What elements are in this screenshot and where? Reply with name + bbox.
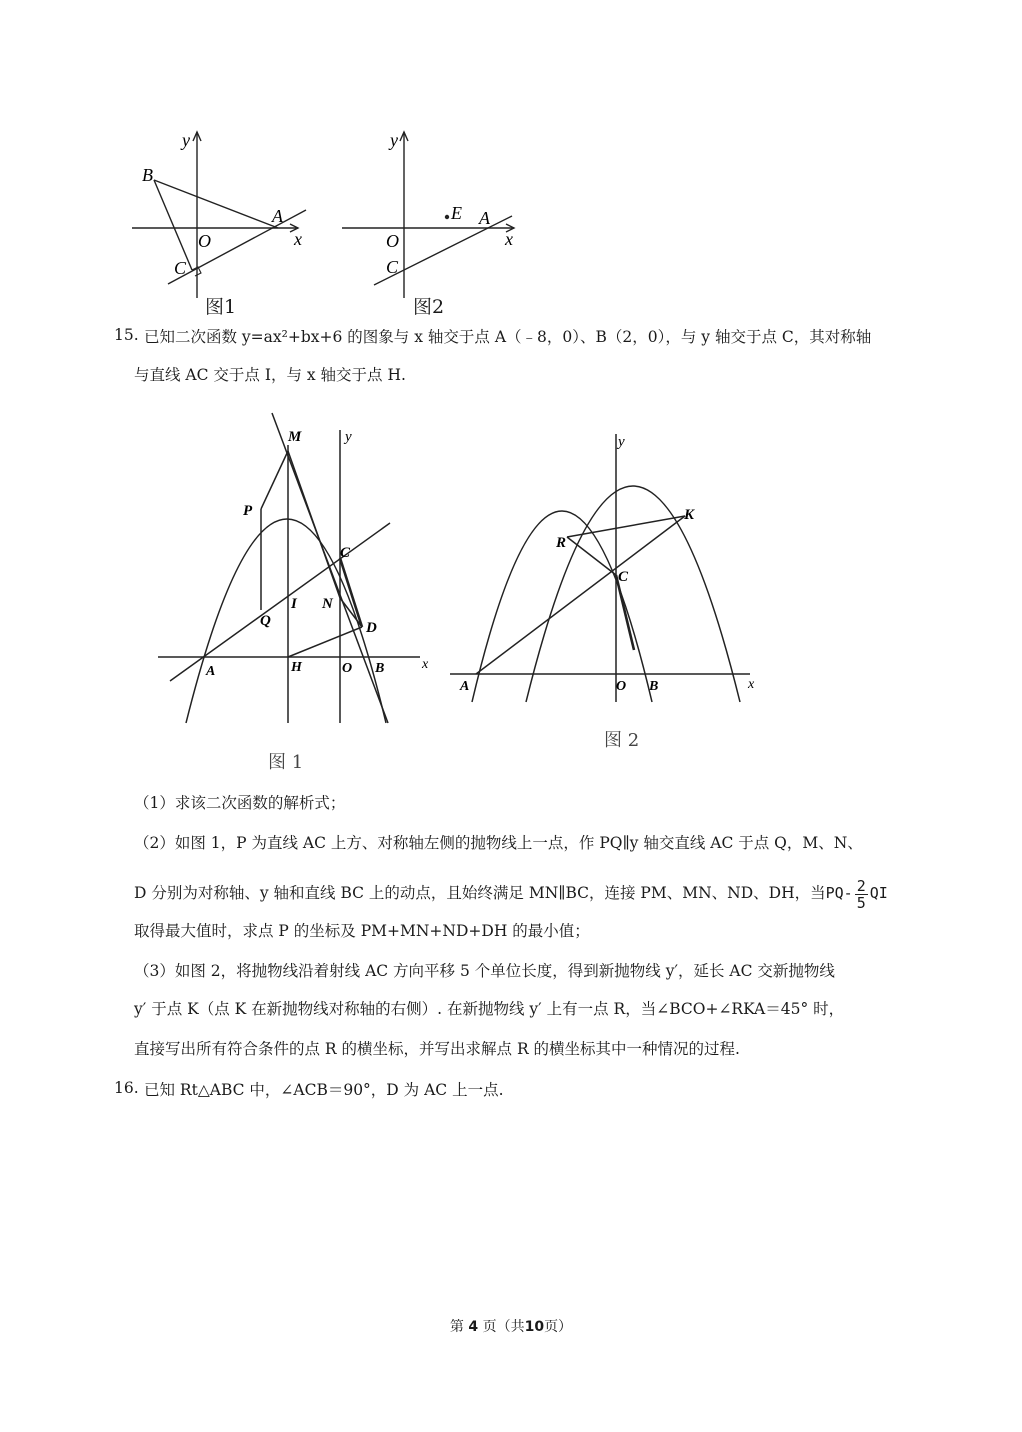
segment-cd bbox=[340, 558, 362, 627]
label-O: O bbox=[198, 231, 211, 251]
q15-part2-line2 bbox=[134, 870, 888, 916]
q15-part2-line2-text: D 分别为对称轴、y 轴和直线 BC 上的动点，且始终满足 MN∥BC，连接 PM、MN、ND、DH，当 bbox=[134, 884, 826, 902]
q15-figure-2-caption: 图 2 bbox=[604, 730, 640, 751]
fraction bbox=[855, 878, 868, 911]
label-x: x bbox=[505, 229, 513, 249]
label-I: I bbox=[291, 596, 297, 612]
q15-part2-line3: 取得最大值时，求点 P 的坐标及 PM+MN+ND+DH 的最小值； bbox=[134, 922, 590, 940]
label-A: A bbox=[460, 679, 470, 694]
q15-part3-line2: y′ 于点 K（点 K 在新抛物线对称轴的右侧）. 在新抛物线 y′ 上有一点 R，当∠BCO+∠RKA＝45° 时， bbox=[134, 1000, 845, 1018]
label-R: R bbox=[556, 535, 567, 551]
q15-intro-line2: 与直线 AC 交于点 I，与 x 轴交于点 H. bbox=[134, 366, 406, 384]
q15-part2-line1: （2）如图 1，P 为直线 AC 上方、对称轴左侧的抛物线上一点，作 PQ∥y 轴交直线 AC 于点 Q，M、N、 bbox=[134, 834, 863, 852]
label-C: C bbox=[618, 569, 629, 585]
expr-left: PQ- bbox=[825, 884, 853, 902]
page-footer bbox=[0, 1316, 1022, 1336]
label-O: O bbox=[386, 231, 399, 251]
segment-ba bbox=[154, 180, 278, 228]
segment-rk bbox=[567, 516, 685, 537]
point-E bbox=[445, 215, 449, 219]
q15-part1: （1）求该二次函数的解析式； bbox=[134, 794, 346, 812]
label-H: H bbox=[291, 660, 302, 675]
top-figure-1-caption: 图1 bbox=[205, 296, 237, 318]
parabola bbox=[186, 519, 386, 723]
label-x: x bbox=[294, 229, 302, 249]
label-x: x bbox=[748, 677, 755, 692]
label-A: A bbox=[206, 664, 216, 679]
q15-part3-line3: 直接写出所有符合条件的点 R 的横坐标，并写出求解点 R 的横坐标其中一种情况的过程. bbox=[134, 1040, 740, 1058]
expr-right: QI bbox=[869, 884, 888, 902]
footer-page: 4 bbox=[468, 1319, 479, 1335]
label-B: B bbox=[375, 661, 385, 676]
footer-mid: 页（共 bbox=[482, 1319, 525, 1335]
line-ca bbox=[168, 210, 306, 284]
footer-total: 10 bbox=[524, 1319, 545, 1335]
segment-cb bbox=[616, 575, 634, 650]
label-E: E bbox=[451, 203, 462, 223]
label-D: D bbox=[366, 620, 377, 636]
q16-text: 已知 Rt△ABC 中，∠ACB＝90°，D 为 AC 上一点. bbox=[144, 1081, 504, 1099]
q15-part3-line1: （3）如图 2，将抛物线沿着射线 AC 方向平移 5 个单位长度，得到新抛物线 y′，延长 AC 交新抛物线 bbox=[134, 962, 835, 980]
label-B: B bbox=[142, 165, 153, 185]
label-C: C bbox=[386, 257, 399, 277]
q15-figure-1-caption: 图 1 bbox=[268, 752, 304, 773]
label-y: y bbox=[618, 434, 625, 450]
label-C: C bbox=[340, 545, 351, 561]
new-parabola bbox=[526, 486, 740, 702]
label-P: P bbox=[243, 503, 253, 519]
segment-rc bbox=[567, 537, 616, 575]
label-y: y bbox=[182, 130, 190, 150]
label-y: y bbox=[345, 429, 352, 445]
q15-figure-2 bbox=[440, 420, 770, 710]
footer-pre: 第 bbox=[449, 1319, 464, 1335]
top-figure-1 bbox=[120, 120, 320, 320]
segment-pm bbox=[261, 451, 288, 509]
q15-figure-1 bbox=[150, 405, 450, 790]
segment-bc bbox=[154, 180, 192, 270]
label-M: M bbox=[288, 429, 302, 445]
segment-dh bbox=[288, 627, 362, 657]
label-O: O bbox=[616, 679, 627, 694]
q16-number: 16. bbox=[114, 1079, 139, 1097]
segment-mn bbox=[288, 451, 340, 598]
q15-intro-line1: 已知二次函数 y=ax²+bx+6 的图象与 x 轴交于点 A（﹣8，0）、B（2，0），与 y 轴交于点 C，其对称轴 bbox=[144, 328, 872, 346]
label-y: y bbox=[390, 130, 398, 150]
q15-number: 15. bbox=[114, 326, 139, 344]
fraction-numerator: 2 bbox=[856, 876, 866, 895]
label-A: A bbox=[479, 208, 490, 228]
label-Q: Q bbox=[260, 613, 271, 629]
label-B: B bbox=[649, 679, 659, 694]
top-figure-2 bbox=[330, 120, 530, 320]
label-O: O bbox=[342, 661, 353, 676]
label-A: A bbox=[272, 206, 283, 226]
label-x: x bbox=[422, 657, 429, 672]
fraction-denominator: 5 bbox=[856, 893, 866, 912]
label-N: N bbox=[322, 596, 333, 612]
label-K: K bbox=[684, 507, 695, 523]
footer-post: 页） bbox=[544, 1319, 573, 1335]
top-figure-2-caption: 图2 bbox=[413, 296, 445, 318]
line-ak bbox=[476, 516, 685, 674]
label-C: C bbox=[174, 258, 187, 278]
